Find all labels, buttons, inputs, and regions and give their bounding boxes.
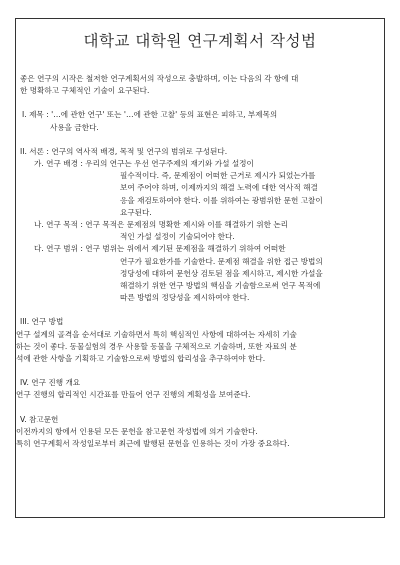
section-5-heading: V. 참고문헌	[20, 414, 59, 424]
document-title: 대학교 대학원 연구계획서 작성법	[83, 32, 317, 50]
spacer	[16, 134, 384, 146]
section-4-heading: IV. 연구 진행 개요	[20, 378, 81, 388]
section-3-line-3: 석에 관한 사항을 기획하고 기술함으로써 방법의 합리성을 추구하여야 한다.	[16, 354, 266, 364]
document-body	[16, 73, 384, 450]
document-page	[15, 18, 385, 518]
section-2c-line-1: 다. 연구 범위 : 연구 범위는 위에서 제기된 문제점을 해결하기 위하여 어떠한	[34, 244, 286, 254]
spacer	[16, 365, 384, 377]
section-3-heading: III. 연구 방법	[20, 317, 64, 327]
spacer	[16, 402, 384, 414]
section-2a-line-2: 필수적이다. 즉, 문제점이 어떠한 근거로 제시가 되었는가를	[120, 171, 316, 181]
section-3-line-1: 연구 설계의 골격을 순서대로 기술하면서 특히 핵심적인 사항에 대하여는 자세히 기술	[16, 329, 297, 339]
section-2a-line-5: 요구된다.	[120, 207, 152, 217]
section-2a-line-3: 보여 주어야 하며, 이제까지의 해결 노력에 대한 역사적 해결	[120, 183, 318, 193]
intro-line-2: 한 명확하고 구체적인 기술이 요구된다.	[20, 86, 150, 96]
section-2a-line-4: 응을 재검토하여야 한다. 이를 위하여는 광범위한 문헌 고찰이	[120, 195, 323, 205]
section-5-line-2: 특히 연구계획서 작성일로부터 최근에 발행된 문헌을 인용하는 것이 가장 중요하다.	[16, 439, 290, 449]
spacer	[16, 304, 384, 316]
section-4-line-1: 연구 진행의 합리적인 시간표를 만들어 연구 진행의 계획성을 보여준다.	[16, 390, 251, 400]
section-2c-line-5: 따른 방법의 정당성을 제시하여야 한다.	[120, 293, 250, 303]
section-2-heading: II. 서론 : 연구의 역사적 배경, 목적 및 연구의 범위로 구성된다.	[20, 146, 228, 156]
section-1-line-1: I. 제목 : '…에 관한 연구' 또는 '…에 관한 고찰' 등의 표현은 피하고, 부제목의	[22, 110, 278, 120]
section-2b-line-2: 적인 가설 설정이 기술되어야 한다.	[120, 232, 235, 242]
section-2c-line-2: 연구가 필요한가를 기술한다. 문제점 해결을 위한 접근 방법의	[120, 256, 323, 266]
section-5-line-1: 이전까지의 항에서 인용된 모든 문헌을 참고문헌 작성법에 의거 기술한다.	[16, 426, 258, 436]
intro-line-1: 좋은 연구의 시작은 철저한 연구계획서의 작성으로 충발하며, 이는 다음의 각 항에 대	[20, 74, 299, 83]
section-2a-line-1: 가. 연구 배경 : 우리의 연구는 우선 연구주제의 재기와 가설 설정이	[34, 159, 254, 169]
section-2b-line-1: 나. 연구 목적 : 연구 목적은 문제점의 명확한 제시와 이를 해결하기 위한 논리	[34, 220, 289, 230]
spacer	[16, 97, 384, 109]
section-3-line-2: 하는 것이 좋다. 동물실험의 경우 사용할 동물을 구체적으로 기술하며, 또한 자료의 분	[16, 341, 297, 351]
section-2c-line-4: 해결하기 위한 연구 방법의 핵심을 기술함으로써 연구 목적에	[120, 281, 321, 291]
section-1-line-2: 사용을 금한다.	[50, 122, 99, 132]
section-2c-line-3: 정당성에 대하여 문헌상 검토된 점을 제시하고, 제시한 가설을	[120, 268, 323, 278]
